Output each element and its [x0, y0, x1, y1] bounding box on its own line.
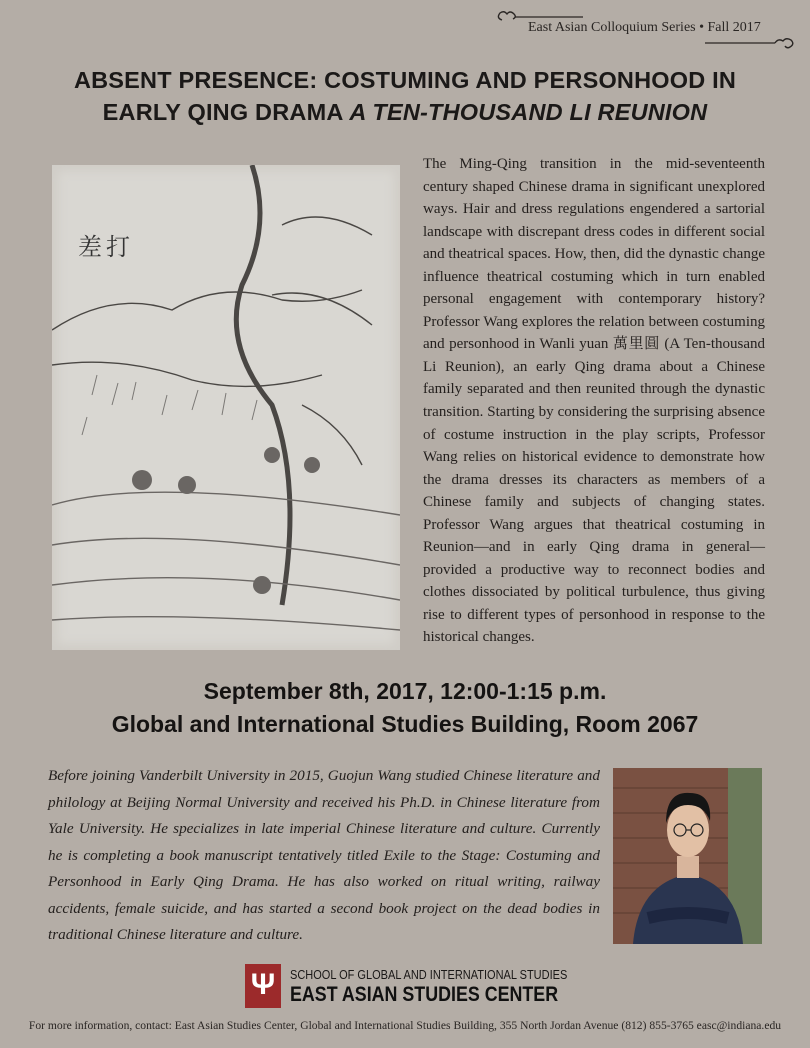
iu-trident-icon: Ψ [250, 968, 276, 1001]
speaker-bio: Before joining Vanderbilt University in 2015, Guojun Wang studied Chinese literature and philology at Beijing Normal University and received his Ph.D. in Chinese literature from Yale University. He specializes in late imperial Chinese literature and culture. Currently he is completing a book manuscript tentatively titled Exile to the Stage: Costuming and Personhood in Early Qing Drama. He has also worked on ritual writing, railway accidents, female suicide, and has started a second book project on the dead bodies in traditional Chinese literature and culture. [48, 767, 600, 943]
woodblock-illustration [52, 165, 400, 650]
cloud-ornament-bottom [705, 34, 800, 52]
contact-info: For more information, contact: East Asian Studies Center, Global and International Studies Building, 355 North Jordan Avenue (812) 855-3765 easc@indiana.edu [28, 1019, 782, 1032]
event-details [0, 675, 810, 741]
center-name: EAST ASIAN STUDIES CENTER [290, 983, 559, 1006]
iu-logo [245, 964, 281, 1008]
page-title [0, 64, 810, 128]
illustration-inscription: 差打 [78, 233, 134, 261]
abstract-text: The Ming-Qing transition in the mid-seventeenth century shaped Chinese drama in significant unexplored ways. Hair and dress regulations engendered a sartorial landscape with discrepant dress codes in different social and theatrical spaces. How, then, did the dynastic change influence theatrical costuming which in turn enabled personal engagement with contemporary history? Professor Wang explores the relation between costuming and personhood in Wanli yuan 萬里圓 (A Ten-thousand Li Reunion), an early Qing drama about a Chinese family separated and then reunited through the dynastic transition. Starting by considering the surprising absence of costume instruction in the play scripts, Professor Wang relies on historical evidence to demonstrate how the drama dresses its characters as members of a Chinese family and subjects of changing states. Professor Wang argues that theatrical costuming in Reunion—and in early Qing drama in general— provided a productive way to reconnect bodies and clothes dissociated by political turbulence, thus giving rise to different types of personhood in response to the historical changes. [423, 156, 765, 646]
title-line-2 [0, 96, 810, 128]
school-name: SCHOOL OF GLOBAL AND INTERNATIONAL STUDIES [290, 968, 568, 982]
speaker-photo [613, 768, 762, 944]
title-line-1: ABSENT PRESENCE: COSTUMING AND PERSONHOOD IN [73, 67, 737, 93]
series-label: East Asian Colloquium Series • Fall 2017 [528, 20, 761, 35]
event-location: Global and International Studies Building, Room 2067 [111, 711, 699, 737]
title-play-name: A TEN-THOUSAND LI REUNION [349, 99, 708, 125]
speaker-portrait [613, 768, 762, 944]
title-plain: EARLY QING DRAMA [102, 99, 350, 125]
event-datetime: September 8th, 2017, 12:00-1:15 p.m. [203, 678, 607, 704]
